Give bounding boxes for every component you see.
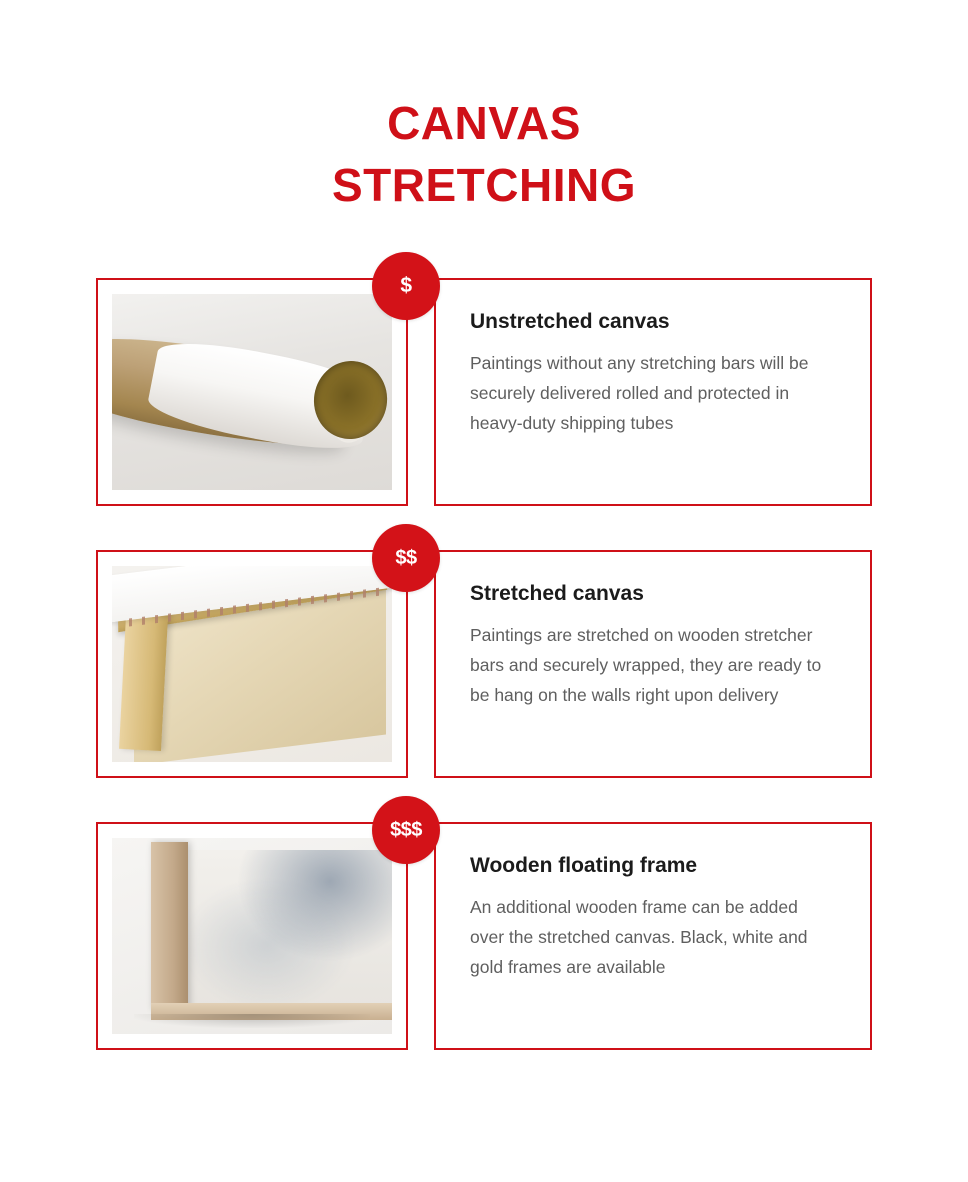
option-description: Paintings without any stretching bars will be securely delivered rolled and protected in heavy-duty shipping tubes <box>470 353 809 433</box>
frame-side-rail <box>151 842 187 1011</box>
floating-frame-illustration <box>112 838 392 1034</box>
option-title: Stretched canvas <box>470 582 644 605</box>
options-list <box>0 274 968 1050</box>
page-title <box>0 0 968 216</box>
wall-shadow <box>134 1014 369 1028</box>
stretcher-bars-illustration <box>112 566 392 762</box>
floating-frame-image <box>112 838 392 1034</box>
list-item <box>96 546 872 778</box>
option-text-card-floating <box>434 822 872 1050</box>
option-text-card-stretched <box>434 550 872 778</box>
stretched-canvas-image <box>112 566 392 762</box>
option-text-card-unstretched <box>434 278 872 506</box>
option-description: An additional wooden frame can be added over the stretched canvas. Black, white and gold frames are available <box>470 897 808 977</box>
shipping-tube-illustration <box>112 294 392 490</box>
option-title: Unstretched canvas <box>470 310 670 333</box>
price-badge: $$$ <box>372 796 440 864</box>
option-image-frame-floating <box>96 818 422 1050</box>
page-title-line-1: CANVAS <box>387 97 581 149</box>
list-item <box>96 818 872 1050</box>
page-title-line-2: STRETCHING <box>332 159 636 211</box>
option-description: Paintings are stretched on wooden stretcher bars and securely wrapped, they are ready to be hang on the walls right upon delivery <box>470 625 822 705</box>
price-badge: $$ <box>372 524 440 592</box>
list-item <box>96 274 872 506</box>
option-title: Wooden floating frame <box>470 854 698 877</box>
option-image-frame-unstretched <box>96 274 412 506</box>
option-image-frame-stretched <box>96 546 417 778</box>
artwork-surface <box>185 850 392 1007</box>
rolled-canvas-image <box>112 294 392 490</box>
price-badge: $ <box>372 252 440 320</box>
